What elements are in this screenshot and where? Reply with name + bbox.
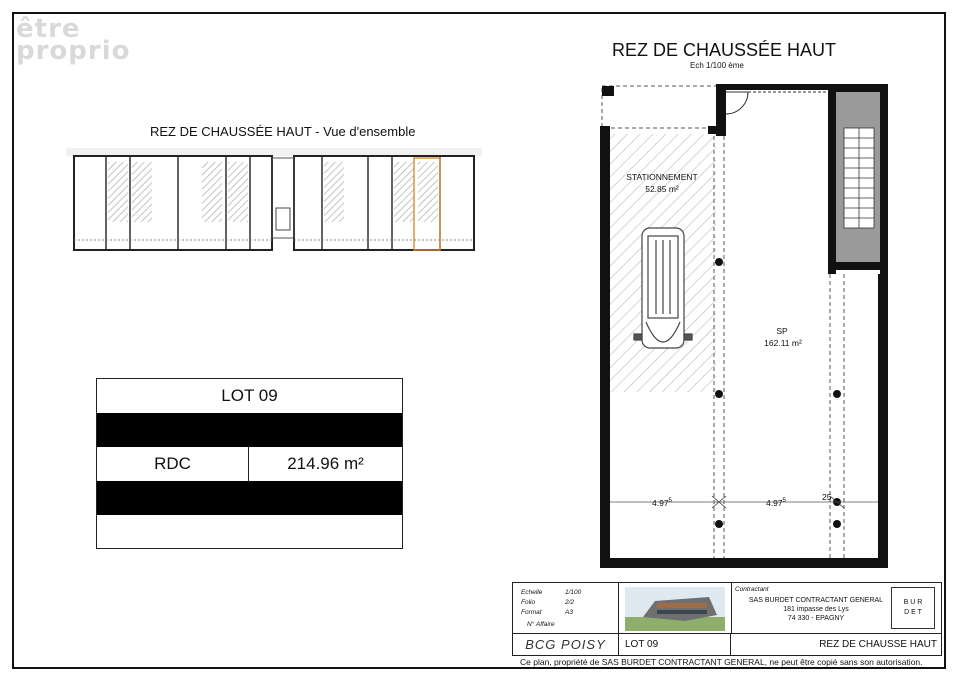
overview-plan <box>66 148 482 256</box>
contractant-label: Contractant <box>735 586 769 593</box>
title-block <box>512 582 942 656</box>
burdet-logo: B U R D E T <box>891 587 935 629</box>
contractor-street: 181 impasse des Lys <box>783 606 849 613</box>
affaire-label: N° Affaire <box>527 621 555 628</box>
lot-table-band <box>97 481 402 515</box>
plan-title: REZ DE CHAUSSÉE HAUT <box>612 40 837 60</box>
affaire-value: BCG POISY <box>513 633 619 655</box>
floor-plan <box>590 82 900 572</box>
lot-table-band <box>97 413 402 447</box>
dimension-left: 4.97$^5$ <box>652 498 672 508</box>
overview-title: REZ DE CHAUSSÉE HAUT - Vue d'ensemble <box>150 124 416 139</box>
title-block-lot: LOT 09 <box>619 633 731 655</box>
lot-level-cell: RDC <box>97 447 249 481</box>
title-block-level: REZ DE CHAUSSE HAUT <box>731 633 941 655</box>
contractor-address <box>741 596 891 623</box>
format-value: A3 <box>565 609 573 616</box>
dimension-right: 4.97$^5$ <box>766 498 786 508</box>
contractor-city: 74 330 - EPAGNY <box>787 615 845 622</box>
parking-area: 52.85 m² <box>645 184 679 194</box>
lot-table-row <box>97 447 402 481</box>
lot-table-header: LOT 09 <box>221 386 278 405</box>
contractor-name: SAS BURDET CONTRACTANT GENERAL <box>748 597 884 604</box>
folio-value: 2/2 <box>565 599 575 606</box>
watermark-logo: être proprio <box>16 14 131 66</box>
title-block-divider <box>731 583 732 633</box>
echelle-value: 1/100 <box>565 589 582 596</box>
parking-label: STATIONNEMENT <box>626 172 698 182</box>
building-rendering <box>625 587 725 631</box>
title-block-info <box>513 583 619 633</box>
lot-area-cell: 214.96 m² <box>287 454 364 473</box>
folio-label: Folio <box>521 599 536 606</box>
echelle-label: Echelle <box>521 589 543 596</box>
plan-scale: Ech 1/100 ème <box>690 61 744 70</box>
copyright-notice: Ce plan, propriété de SAS BURDET CONTRACTANT GENERAL, ne peut être copié sans son autorisation. <box>520 657 923 667</box>
sp-area: 162.11 m² <box>764 338 802 348</box>
sp-label: SP <box>776 326 788 336</box>
lot-summary-table <box>96 378 403 549</box>
dimension-small: 25 <box>822 492 832 502</box>
format-label: Format <box>521 609 542 616</box>
